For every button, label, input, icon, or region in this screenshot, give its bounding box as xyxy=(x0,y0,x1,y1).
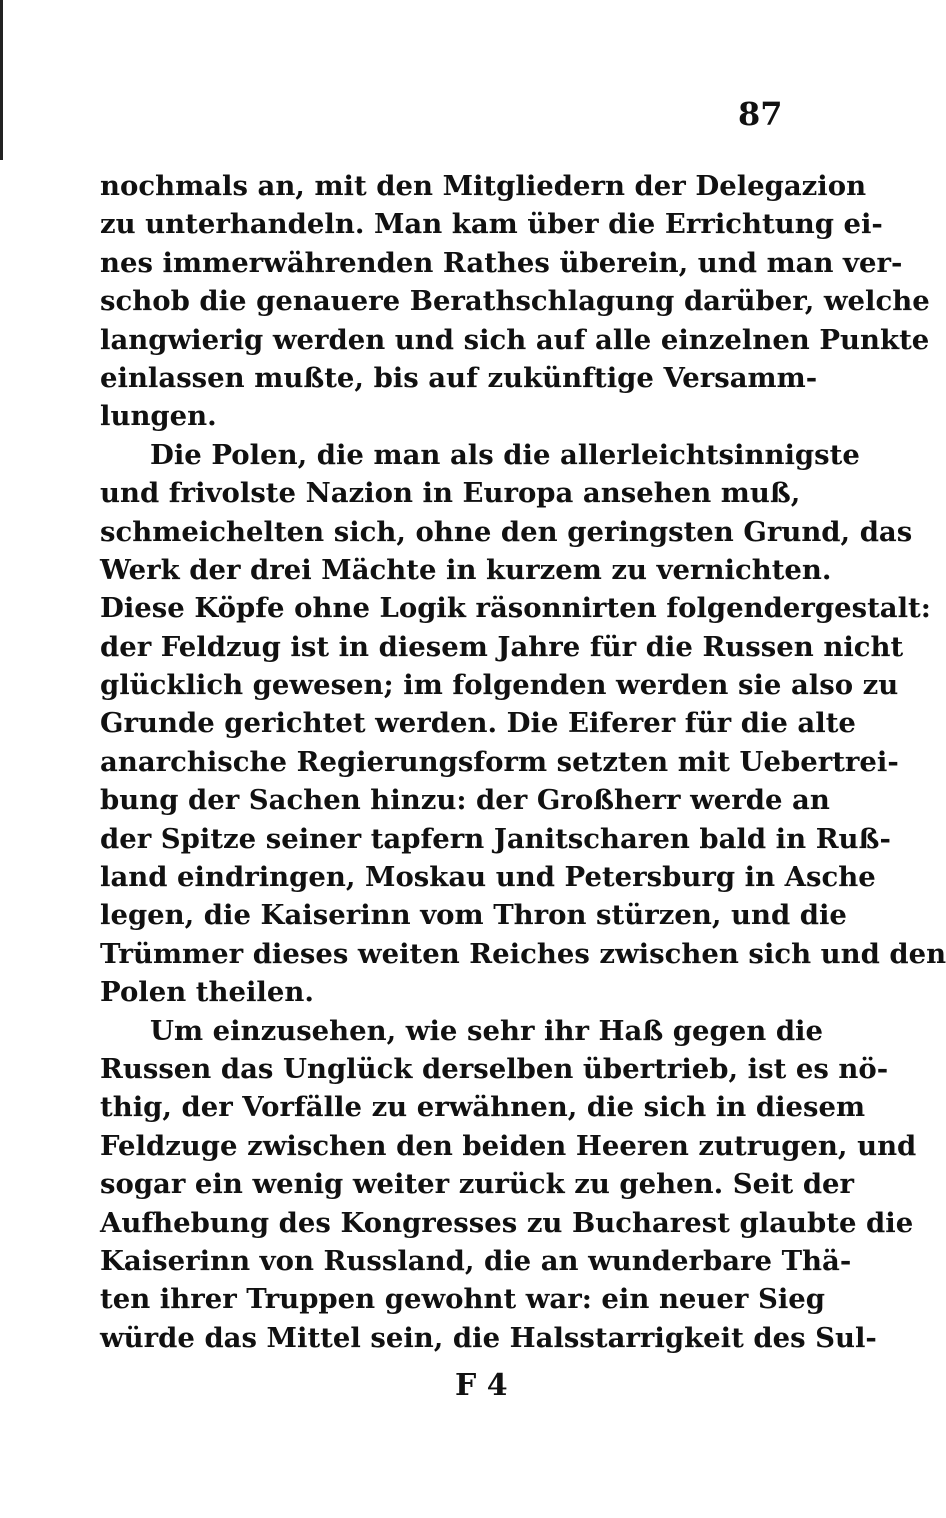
text-line: einlassen mußte, bis auf zukünftige Versamm- xyxy=(100,361,818,394)
text-line: glücklich gewesen; im folgenden werden sie also zu xyxy=(100,669,899,702)
body-text xyxy=(100,167,946,1357)
text-line: Kaiserinn von Russland, die an wunderbare Thä- xyxy=(100,1244,852,1277)
text-line: thig, der Vorfälle zu erwähnen, die sich in diesem xyxy=(100,1091,866,1124)
text-line: nes immerwährenden Rathes überein, und man ver- xyxy=(100,246,903,279)
text-line: Aufhebung des Kongresses zu Bucharest glaubte die xyxy=(100,1206,914,1239)
page-edge-shadow xyxy=(0,0,3,160)
text-line: der Feldzug ist in diesem Jahre für die Russen nicht xyxy=(100,630,904,663)
text-line: legen, die Kaiserinn vom Thron stürzen, und die xyxy=(100,899,847,932)
text-line: Russen das Unglück derselben übertrieb, ist es nö- xyxy=(100,1052,889,1085)
text-line: zu unterhandeln. Man kam über die Errichtung ei- xyxy=(100,208,883,241)
text-line: ten ihrer Truppen gewohnt war: ein neuer Sieg xyxy=(100,1283,826,1316)
text-line: schmeichelten sich, ohne den geringsten Grund, das xyxy=(100,515,913,548)
text-line: langwierig werden und sich auf alle einzelnen Punkte xyxy=(100,323,930,356)
text-line: anarchische Regierungsform setzten mit Uebertrei- xyxy=(100,745,899,778)
text-line: Die Polen, die man als die allerleichtsinnigste xyxy=(150,438,860,471)
text-line: land eindringen, Moskau und Petersburg in Asche xyxy=(100,861,876,894)
text-line: bung der Sachen hinzu: der Großherr werde an xyxy=(100,784,830,817)
text-line: der Spitze seiner tapfern Janitscharen bald in Ruß- xyxy=(100,822,891,855)
text-line: Feldzuge zwischen den beiden Heeren zutrugen, und xyxy=(100,1129,917,1162)
text-line: Werk der drei Mächte in kurzem zu vernichten. xyxy=(100,553,832,586)
text-line: sogar ein wenig weiter zurück zu gehen. Seit der xyxy=(100,1168,855,1201)
text-line: würde das Mittel sein, die Halsstarrigkeit des Sul- xyxy=(100,1321,877,1354)
text-line: Grunde gerichtet werden. Die Eiferer für die alte xyxy=(100,707,856,740)
text-line: schob die genauere Berathschlagung darüber, welche xyxy=(100,285,930,318)
text-line: und frivolste Nazion in Europa ansehen muß, xyxy=(100,477,801,510)
text-line: Polen theilen. xyxy=(100,976,314,1009)
text-line: Diese Köpfe ohne Logik räsonnirten folgendergestalt: xyxy=(100,592,931,625)
text-line: lungen. xyxy=(100,400,217,433)
text-line: Um einzusehen, wie sehr ihr Haß gegen die xyxy=(150,1014,823,1047)
printer-signature-mark: F 4 xyxy=(455,1368,508,1403)
text-line: Trümmer dieses weiten Reiches zwischen sich und den xyxy=(100,937,946,970)
text-line: nochmals an, mit den Mitgliedern der Delegazion xyxy=(100,170,867,202)
page-number: 87 xyxy=(738,95,783,133)
